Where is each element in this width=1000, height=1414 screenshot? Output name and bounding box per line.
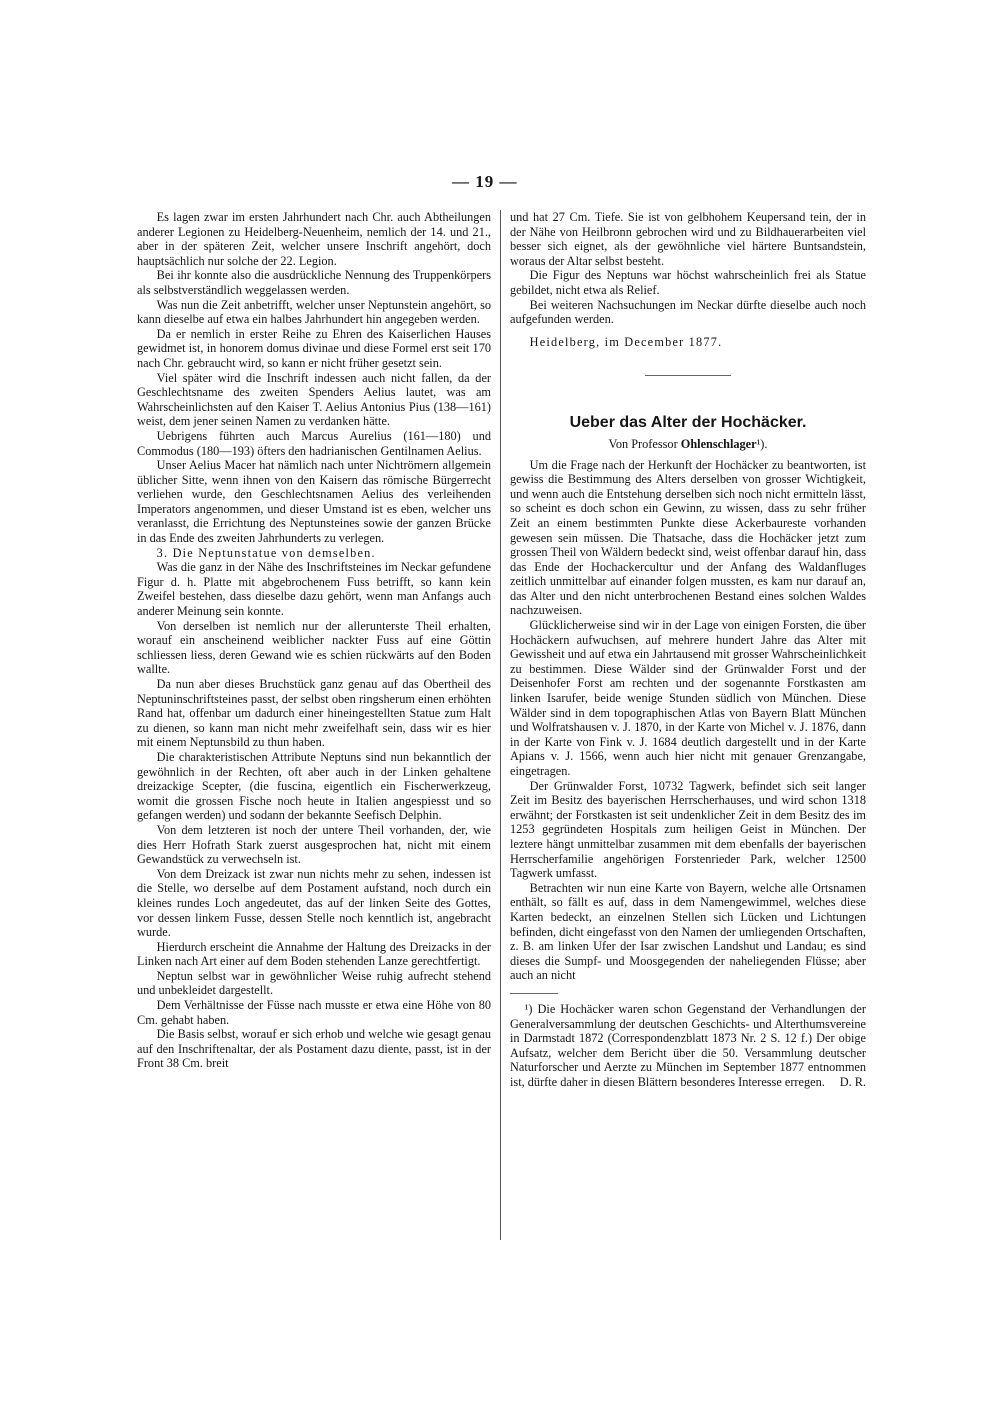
paragraph: Glücklicherweise sind wir in der Lage von einigen Forsten, die über Hochäckern aufwuchsen, auf mehrere hundert Jahre das Alter mit Gewissheit und auf etwa ein Jahrtausend mit grosser Wahrscheinlichkeit zu bestimmen. Diese Wälder sind der Grünwalder Forst und der Deisenhofer Forst am rechten und der sogenannte Forstkasten am linken Isarufer, beide wenige Stunden südlich von München. Diese Wälder sind in dem topographischen Atlas von Bayern Blatt München und Wolfratshausen v. J. 1870, in der Karte von Michel v. J. 1876, dann in der Karte von Fink v. J. 1684 deutlich dargestellt und in der Karte Apians v. J. 1566, wenn auch hier nicht mit genauer Grenzangabe, eingetragen. [510, 618, 866, 778]
right-column [510, 210, 866, 1089]
paragraph: Von dem Dreizack ist zwar nun nichts mehr zu sehen, indessen ist die Stelle, wo derselbe auf dem Postament aufstand, noch durch ein kleines rundes Loch angedeutet, das auf der linken Seite des Gottes, vor dessen linkem Fusse, dessen Stelle noch kenntlich ist, angebracht wurde. [137, 866, 491, 940]
paragraph: und hat 27 Cm. Tiefe. Sie ist von gelbhohem Keupersand tein, der in der Nähe von Heilbronn gebrochen wird und zu Bildhauerarbeiten viel besser sich eignet, als der gewöhnliche viel härtere Buntsandstein, woraus der Altar selbst besteht. [510, 210, 866, 268]
paragraph: Um die Frage nach der Herkunft der Hochäcker zu beantworten, ist gewiss die Bestimmung des Alters derselben von grosser Wichtigkeit, und wenn auch die Entstehung derselben sich noch nicht ermitteln lässt, so scheint es doch schon ein Gewinn, zu wissen, dass zu sehr früher Zeit an einem bestimmten Punkte diese Ackerbaureste vorhanden gewesen sein müssen. Die Thatsache, dass die Hochäcker jetzt zum grossen Theil von Wäldern bedeckt sind, weist offenbar darauf hin, dass das Ende der Hochackercultur und der Anfang des Waldanfluges zeitlich unmittelbar auf einander folgen mussten, es kam nur darauf an, das Alter und den nicht unterbrochenen Bestand eines solchen Waldes nachzuweisen. [510, 457, 866, 618]
paragraph: Was die ganz in der Nähe des Inschriftsteines im Neckar gefundene Figur d. h. Platte mit abgebrochenem Fuss betrifft, so kann kein Zweifel bestehen, dass dieselbe dazu gehört, wenn man Anfangs auch anderer Meinung sein konnte. [137, 560, 491, 619]
paragraph: Es lagen zwar im ersten Jahrhundert nach Chr. auch Abtheilungen anderer Legionen zu Heidelberg-Neuenheim, nemlich der 14. und 21., aber in der späteren Zeit, welcher unsere Inschrift angehört, doch hauptsächlich nur solche der 22. Legion. [137, 210, 491, 268]
page-number: — 19 — [452, 172, 518, 191]
paragraph: Der Grünwalder Forst, 10732 Tagwerk, befindet sich seit langer Zeit im Besitz des bayerischen Herrscherhauses, und wird schon 1318 erwähnt; der Forstkasten ist seit undenklicher Zeit in dem Besitz des im 1253 gegründeten Hospitals zum heiligen Geist in München. Der leztere hängt unmittelbar zusammen mit dem ebenfalls der bayerischen Herrscherfamilie angehörigen Forstenrieder Park, welcher 12500 Tagwerk umfasst. [510, 778, 866, 881]
paragraph: Dem Verhältnisse der Füsse nach musste er etwa eine Höhe von 80 Cm. gehabt haben. [137, 998, 491, 1027]
footnote-text [510, 1002, 866, 1090]
paragraph: Viel später wird die Inschrift indessen auch nicht fallen, da der Geschlechtsname des zweiten Spenders Aelius lautet, was am Wahrscheinlichsten auf den Kaiser T. Aelius Antonius Pius (138—161) weist, dem jener seinen Namen zu verdanken hätte. [137, 370, 491, 429]
byline-prefix: Von Professor [608, 436, 678, 451]
paragraph: Hierdurch erscheint die Annahme der Haltung des Dreizacks in der Linken nach Art einer auf dem Boden stehenden Lanze gerechtfertigt. [137, 939, 491, 969]
paragraph: Von derselben ist nemlich nur der allerunterste Theil erhalten, worauf ein anscheinend weiblicher nackter Fuss auf eine Göttin schliessen liess, deren Gewand wie es schien rückwärts auf den Boden wallte. [137, 618, 491, 677]
paragraph: Was nun die Zeit anbetrifft, welcher unser Neptunstein angehört, so kann dieselbe auf etwa ein halbes Jahrhundert hin angegeben werden. [137, 297, 491, 327]
paragraph: Neptun selbst war in gewöhnlicher Weise ruhig aufrecht stehend und unbekleidet dargestellt. [137, 968, 491, 998]
left-column [137, 210, 491, 1071]
footnote [510, 1002, 866, 1090]
column-divider [500, 210, 501, 1240]
footnote-signature: D. R. [839, 1074, 866, 1089]
paragraph: Bei weiteren Nachsuchungen im Neckar dürfte dieselbe auch noch aufgefunden werden. [510, 297, 866, 327]
paragraph: Unser Aelius Macer hat nämlich nach unter Nichtrömern allgemein üblicher Sitte, wenn ihnen von den Kaisern das römische Bürgerrecht verliehen wurde, den Geschlechtsnamen Aelius des verleihenden Imperators angenommen, und dieser Umstand ist es eben, welcher uns veranlasst, die Errichtung des Neptunsteines sowie der ganzen Brücke in das Ende des zweiten Jahrhunderts zu verlegen. [137, 458, 491, 546]
paragraph: Von dem letzteren ist noch der untere Theil vorhanden, der, wie dies Herr Hofrath Stark zuerst ausgesprochen hat, nicht mit einem Gewandstück zu verwechseln ist. [137, 822, 491, 867]
footnote-rule [510, 993, 558, 994]
place-date: Heidelberg, im December 1877. [529, 334, 723, 349]
section-heading: 3. Die Neptunstatue von demselben. [156, 545, 376, 560]
paragraph: Betrachten wir nun eine Karte von Bayern, welche alle Ortsnamen enthält, so fällt es auf, dass in dem Namengewimmel, welches diese Karten bedeckt, an einzelnen Stellen sich Lücken und Lichtungen befinden, dicht eingefasst von den Namen der umliegenden Ortschaften, z. B. am linken Ufer der Isar zwischen Landshut und Landau; es sind dieses die Sumpf- und Moosgegenden der naheliegenden Flüsse; aber auch an nicht [510, 880, 866, 983]
paragraph: Da nun aber dieses Bruchstück ganz genau auf das Obertheil des Neptuninschriftsteines passt, der selbst oben ringsherum einen erhöhten Rand hat, offenbar um dadurch einer hineingestellten Statue zum Halt zu dienen, so kann man nicht mehr zweifelhaft sein, dass wir es hier mit einem Neptunsbild zu thun haben. [137, 677, 491, 750]
paragraph: Da er nemlich in erster Reihe zu Ehren des Kaiserlichen Hauses gewidmet ist, in honorem domus divinae und diese Formel erst seit 170 nach Chr. gebraucht wird, so kann er nicht früher gesetzt sein. [137, 326, 491, 370]
footnote-body: ¹) Die Hochäcker waren schon Gegenstand der Verhandlungen der Generalversammlung der deutschen Geschichts- und Alterthumsvereine in Darmstadt 1872 (Correspondenzblatt 1873 Nr. 2 S. 12 f.) Der obige Aufsatz, welcher dem Bericht über die 50. Versammlung deutscher Naturforscher und Aerzte zu München im September 1877 entnommen ist, dürfte daher in diesen Blättern besonderes Interesse erregen. [510, 1001, 866, 1089]
separator-rule [645, 375, 731, 376]
paragraph: Die Figur des Neptuns war höchst wahrscheinlich frei als Statue gebildet, nicht etwa als Relief. [510, 268, 866, 297]
footnote-mark: ¹). [756, 436, 768, 451]
paragraph: Die charakteristischen Attribute Neptuns sind nun bekanntlich der gewöhnlich in der Rechten, oft aber auch in der Linken gehaltene dreizackige Scepter, (die fuscina, eigentlich ein Fischerwerkzeug, womit die grossen Fische noch heute in Italien angespiesst und so gefangen werden) und sodann der bekannte Seefisch Delphin. [137, 749, 491, 823]
article-title: Ueber das Alter der Hochäcker. [569, 414, 807, 432]
author-name: Ohlenschlager [680, 436, 757, 451]
byline [510, 437, 866, 452]
paragraph: Bei ihr konnte also die ausdrückliche Nennung des Truppenkörpers als selbstverständlich weggelassen werden. [137, 268, 491, 297]
paragraph: Die Basis selbst, worauf er sich erhob und welche wie gesagt genau auf den Inschriftenaltar, der als Postament dazu diente, passt, ist in der Front 38 Cm. breit [137, 1027, 491, 1071]
paragraph: Uebrigens führten auch Marcus Aurelius (161—180) und Commodus (180—193) öfters den hadrianischen Gentilnamen Aelius. [137, 428, 491, 458]
